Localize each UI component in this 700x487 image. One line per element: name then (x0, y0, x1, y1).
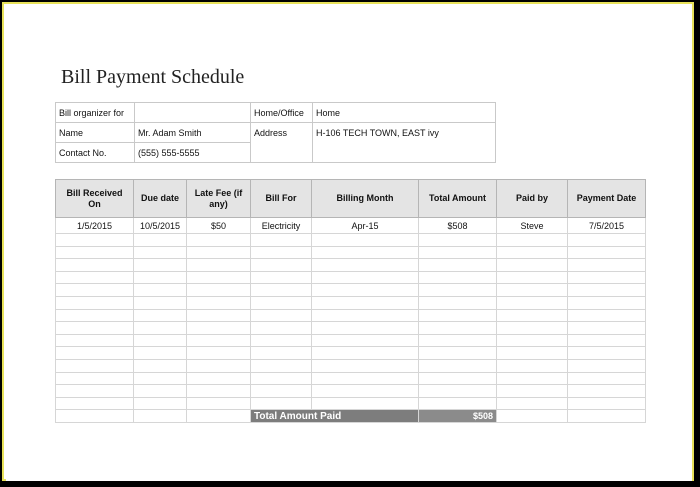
empty-cell[interactable] (497, 309, 568, 322)
info-table (55, 102, 496, 163)
total-amount-paid-label: Total Amount Paid (251, 410, 419, 423)
empty-cell[interactable] (134, 259, 187, 272)
empty-cell[interactable] (419, 372, 497, 385)
empty-cell[interactable] (187, 347, 251, 360)
empty-cell[interactable] (568, 259, 646, 272)
table-row (56, 334, 646, 347)
empty-cell[interactable] (134, 246, 187, 259)
empty-cell[interactable] (251, 347, 312, 360)
table-row (56, 218, 646, 234)
table-row (56, 271, 646, 284)
empty-cell[interactable] (187, 309, 251, 322)
address-label-cont (251, 143, 313, 163)
table-row (56, 359, 646, 372)
empty-cell[interactable] (497, 296, 568, 309)
empty-cell[interactable] (568, 410, 646, 423)
empty-cell[interactable] (568, 347, 646, 360)
empty-cell[interactable] (251, 234, 312, 247)
empty-cell[interactable] (419, 259, 497, 272)
cell-bill-for[interactable]: Electricity (251, 218, 312, 234)
empty-cell[interactable] (568, 385, 646, 398)
empty-cell[interactable] (134, 372, 187, 385)
organizer-value[interactable] (135, 103, 251, 123)
empty-cell[interactable] (497, 385, 568, 398)
empty-cell[interactable] (312, 372, 419, 385)
table-row (56, 246, 646, 259)
empty-cell[interactable] (134, 234, 187, 247)
total-row (56, 410, 646, 423)
cell-paid-by[interactable]: Steve (497, 218, 568, 234)
empty-cell[interactable] (134, 296, 187, 309)
empty-cell[interactable] (419, 347, 497, 360)
empty-cell[interactable] (312, 284, 419, 297)
empty-cell[interactable] (497, 397, 568, 410)
empty-cell[interactable] (497, 359, 568, 372)
empty-cell[interactable] (134, 334, 187, 347)
empty-cell[interactable] (568, 334, 646, 347)
empty-cell[interactable] (187, 246, 251, 259)
empty-cell[interactable] (251, 334, 312, 347)
table-row (56, 372, 646, 385)
empty-cell[interactable] (497, 372, 568, 385)
empty-cell[interactable] (419, 309, 497, 322)
table-row (56, 347, 646, 360)
empty-cell[interactable] (134, 347, 187, 360)
empty-cell[interactable] (134, 322, 187, 335)
table-row (56, 397, 646, 410)
empty-cell[interactable] (56, 246, 134, 259)
name-label: Name (56, 123, 135, 143)
empty-cell[interactable] (187, 322, 251, 335)
table-row (56, 234, 646, 247)
address-value-cont (313, 143, 496, 163)
empty-cell[interactable] (187, 271, 251, 284)
empty-cell[interactable] (312, 347, 419, 360)
empty-cell[interactable] (56, 309, 134, 322)
empty-cell[interactable] (497, 234, 568, 247)
empty-cell[interactable] (56, 397, 134, 410)
empty-cell[interactable] (187, 410, 251, 423)
empty-cell[interactable] (251, 385, 312, 398)
cell-late-fee[interactable]: $50 (187, 218, 251, 234)
table-row (56, 385, 646, 398)
empty-cell[interactable] (251, 296, 312, 309)
empty-cell[interactable] (419, 271, 497, 284)
name-value[interactable]: Mr. Adam Smith (135, 123, 251, 143)
cell-due-date[interactable]: 10/5/2015 (134, 218, 187, 234)
cell-payment-date[interactable]: 7/5/2015 (568, 218, 646, 234)
empty-cell[interactable] (251, 271, 312, 284)
empty-cell[interactable] (134, 397, 187, 410)
col-late-fee: Late Fee (if any) (187, 180, 251, 218)
empty-cell[interactable] (568, 309, 646, 322)
empty-cell[interactable] (312, 397, 419, 410)
col-due-date: Due date (134, 180, 187, 218)
col-bill-received: Bill Received On (56, 180, 134, 218)
table-row (56, 309, 646, 322)
contact-label: Contact No. (56, 143, 135, 163)
empty-cell[interactable] (312, 359, 419, 372)
empty-cell[interactable] (419, 334, 497, 347)
empty-cell[interactable] (56, 372, 134, 385)
empty-cell[interactable] (312, 271, 419, 284)
empty-cell[interactable] (56, 284, 134, 297)
empty-cell[interactable] (56, 347, 134, 360)
contact-value[interactable]: (555) 555-5555 (135, 143, 251, 163)
empty-cell[interactable] (568, 322, 646, 335)
empty-cell[interactable] (312, 385, 419, 398)
empty-cell[interactable] (419, 359, 497, 372)
empty-cell[interactable] (497, 259, 568, 272)
empty-cell[interactable] (568, 246, 646, 259)
table-row (56, 322, 646, 335)
empty-cell[interactable] (497, 271, 568, 284)
empty-cell[interactable] (312, 296, 419, 309)
empty-cell[interactable] (251, 322, 312, 335)
empty-cell[interactable] (187, 359, 251, 372)
total-amount-paid-value: $508 (419, 410, 497, 423)
table-row (56, 259, 646, 272)
empty-cell[interactable] (497, 410, 568, 423)
empty-cell[interactable] (134, 271, 187, 284)
empty-cell[interactable] (251, 284, 312, 297)
empty-cell[interactable] (419, 246, 497, 259)
empty-cell[interactable] (419, 284, 497, 297)
empty-cell[interactable] (187, 397, 251, 410)
home-office-label: Home/Office (251, 103, 313, 123)
empty-cell[interactable] (56, 271, 134, 284)
empty-cell[interactable] (419, 234, 497, 247)
col-total-amount: Total Amount (419, 180, 497, 218)
empty-cell[interactable] (312, 234, 419, 247)
empty-cell[interactable] (419, 397, 497, 410)
empty-cell[interactable] (56, 334, 134, 347)
empty-cell[interactable] (568, 284, 646, 297)
page-title: Bill Payment Schedule (61, 66, 245, 88)
empty-cell[interactable] (187, 296, 251, 309)
empty-cell[interactable] (56, 259, 134, 272)
empty-cell[interactable] (312, 334, 419, 347)
empty-cell[interactable] (251, 372, 312, 385)
empty-cell[interactable] (56, 234, 134, 247)
empty-cell[interactable] (568, 234, 646, 247)
empty-cell[interactable] (312, 322, 419, 335)
empty-cell[interactable] (568, 397, 646, 410)
organizer-label: Bill organizer for (56, 103, 135, 123)
empty-cell[interactable] (568, 372, 646, 385)
empty-cell[interactable] (56, 410, 134, 423)
empty-cell[interactable] (187, 334, 251, 347)
schedule-table (55, 179, 646, 423)
col-payment-date: Payment Date (568, 180, 646, 218)
address-value[interactable]: H-106 TECH TOWN, EAST ivy (313, 123, 496, 143)
address-label: Address (251, 123, 313, 143)
cell-total-amount[interactable]: $508 (419, 218, 497, 234)
empty-cell[interactable] (419, 385, 497, 398)
col-billing-month: Billing Month (312, 180, 419, 218)
home-office-value[interactable]: Home (313, 103, 496, 123)
empty-cell[interactable] (187, 385, 251, 398)
empty-cell[interactable] (419, 322, 497, 335)
empty-cell[interactable] (56, 359, 134, 372)
table-row (56, 296, 646, 309)
empty-cell[interactable] (568, 296, 646, 309)
empty-cell[interactable] (134, 309, 187, 322)
col-paid-by: Paid by (497, 180, 568, 218)
empty-cell[interactable] (312, 246, 419, 259)
table-row (56, 284, 646, 297)
empty-cell[interactable] (187, 372, 251, 385)
empty-cell[interactable] (251, 259, 312, 272)
col-bill-for: Bill For (251, 180, 312, 218)
empty-cell[interactable] (497, 334, 568, 347)
empty-cell[interactable] (56, 322, 134, 335)
empty-cell[interactable] (497, 284, 568, 297)
empty-cell[interactable] (251, 309, 312, 322)
empty-cell[interactable] (568, 359, 646, 372)
empty-cell[interactable] (134, 385, 187, 398)
empty-cell[interactable] (568, 271, 646, 284)
empty-cell[interactable] (497, 322, 568, 335)
header-row (56, 180, 646, 218)
empty-cell[interactable] (419, 296, 497, 309)
empty-cell[interactable] (187, 259, 251, 272)
empty-cell[interactable] (134, 284, 187, 297)
empty-cell[interactable] (497, 347, 568, 360)
empty-cell[interactable] (251, 359, 312, 372)
empty-cell[interactable] (312, 309, 419, 322)
cell-bill-received[interactable]: 1/5/2015 (56, 218, 134, 234)
empty-cell[interactable] (251, 246, 312, 259)
empty-cell[interactable] (134, 359, 187, 372)
empty-cell[interactable] (134, 410, 187, 423)
empty-cell[interactable] (56, 296, 134, 309)
empty-cell[interactable] (497, 246, 568, 259)
empty-cell[interactable] (251, 397, 312, 410)
empty-cell[interactable] (56, 385, 134, 398)
cell-billing-month[interactable]: Apr-15 (312, 218, 419, 234)
empty-cell[interactable] (187, 234, 251, 247)
empty-cell[interactable] (187, 284, 251, 297)
empty-cell[interactable] (312, 259, 419, 272)
